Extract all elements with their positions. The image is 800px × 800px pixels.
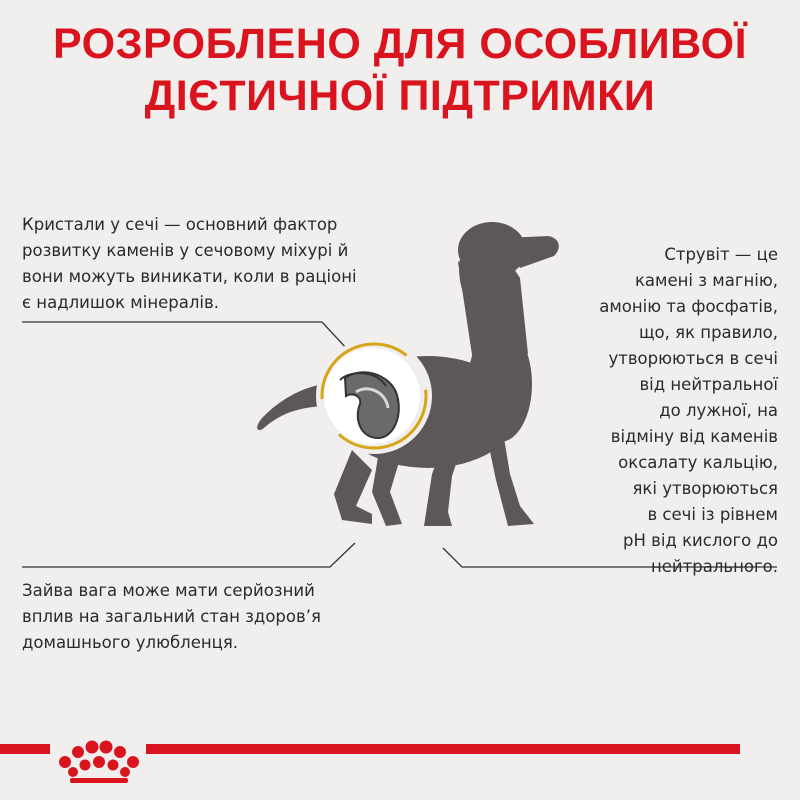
struvite-line-4: що, як правило,: [639, 323, 778, 342]
struvite-line-8: відміну від каменів: [610, 427, 778, 446]
title-line-2: ДІЄТИЧНОЇ ПІДТРИМКИ: [144, 72, 656, 120]
red-band-left: [0, 744, 50, 754]
crystals-line-2: розвитку каменів у сечовому міхурі й: [22, 241, 349, 260]
weight-line-2: вплив на загальний стан здоров’я: [22, 607, 321, 626]
weight-line-3: домашнього улюбленця.: [22, 633, 239, 652]
struvite-line-13: нейтрального.: [650, 557, 778, 576]
struvite-line-2: камені з магнію,: [634, 271, 778, 290]
weight-line-1: Зайва вага може мати серйозний: [22, 581, 315, 600]
struvite-line-10: які утворюються: [632, 479, 778, 498]
weight-annotation: [22, 578, 321, 656]
brand-band: [0, 741, 740, 784]
title-line-1: РОЗРОБЛЕНО ДЛЯ ОСОБЛИВОЇ: [53, 20, 747, 68]
struvite-line-3: амонію та фосфатів,: [599, 297, 778, 316]
struvite-line-1: Струвіт — це: [664, 245, 778, 264]
struvite-line-5: утворюються в сечі: [608, 349, 778, 368]
crystals-annotation: [22, 212, 357, 316]
crystals-line-4: є надлишок мінералів.: [22, 293, 219, 312]
struvite-annotation: [599, 242, 778, 580]
leader-line-weight: [22, 543, 355, 567]
leader-line-crystals: [22, 322, 348, 350]
bladder-inset: [316, 338, 432, 454]
struvite-line-12: pH від кислого до: [622, 531, 778, 550]
royal-crown-logo-icon: [59, 741, 139, 784]
struvite-line-9: оксалату кальцію,: [618, 453, 778, 472]
struvite-line-6: від нейтральної: [639, 375, 778, 394]
crystals-line-3: вони можуть виникати, коли в раціоні: [22, 267, 357, 286]
red-band-right: [146, 744, 740, 754]
struvite-line-7: до лужної, на: [659, 401, 778, 420]
crystals-line-1: Кристали у сечі — основний фактор: [22, 215, 338, 234]
struvite-line-11: в сечі із рівнем: [647, 505, 778, 524]
